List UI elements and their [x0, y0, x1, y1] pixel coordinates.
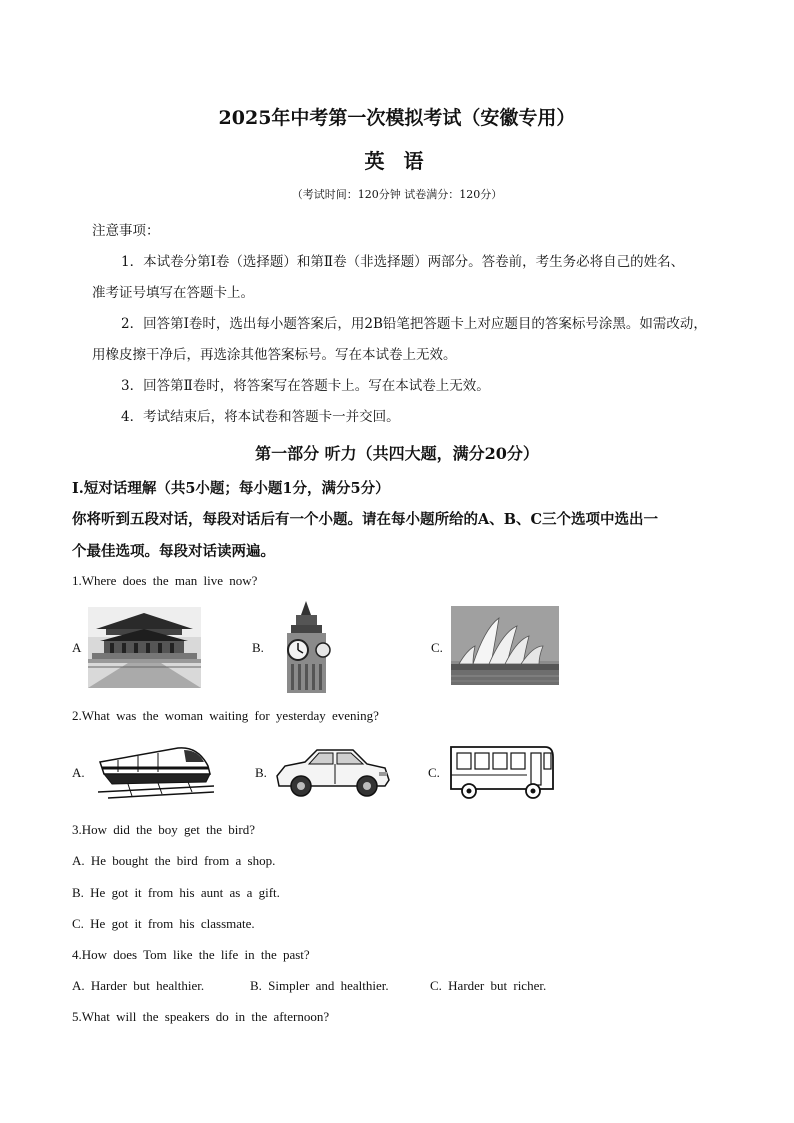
exam-title: 2025年中考第一次模拟考试（安徽专用）: [218, 107, 576, 129]
q1-option-a-label: A: [72, 640, 82, 655]
question-1: 1.Where does the man live now?: [72, 573, 258, 588]
q4-option-a: A. Harder but healthier.: [72, 978, 205, 993]
q4-option-c: C. Harder but richer.: [430, 978, 547, 993]
exam-subject: 英 语: [364, 149, 430, 173]
exam-time-info: （考试时间：120分钟 试卷满分：120分）: [291, 188, 503, 201]
note-item-4: 4．考试结束后，将本试卷和答题卡一并交回。: [121, 409, 400, 425]
car-icon: [271, 744, 392, 799]
sydney-opera-house-icon: [451, 606, 559, 685]
q2-option-a-label: A.: [72, 765, 85, 780]
bus-icon: [447, 743, 557, 801]
note-item-3: 3．回答第Ⅱ卷时，将答案写在答题卡上。写在本试卷上无效。: [121, 378, 490, 394]
question-5: 5.What will the speakers do in the afternoon?: [72, 1009, 330, 1024]
part-one-heading: 第一部分 听力（共四大题，满分20分）: [255, 444, 539, 463]
notes-label: 注意事项：: [92, 223, 160, 239]
question-2: 2.What was the woman waiting for yesterday evening?: [72, 708, 379, 723]
note-item-1-line-1: 1．本试卷分第Ⅰ卷（选择题）和第Ⅱ卷（非选择题）两部分。答卷前，考生务必将自己的姓名、: [121, 254, 685, 270]
q3-option-c: C. He got it from his classmate.: [72, 916, 255, 931]
question-4: 4.How does Tom like the life in the past?: [72, 947, 310, 962]
q3-option-b: B. He got it from his aunt as a gift.: [72, 885, 280, 900]
train-icon: [98, 740, 214, 800]
note-item-2-line-1: 2．回答第Ⅰ卷时，选出每小题答案后，用2B铅笔把答题卡上对应题目的答案标号涂黑。如需改动，: [121, 316, 707, 332]
instruction-line-2: 个最佳选项。每段对话读两遍。: [72, 543, 275, 560]
q3-option-a: A. He bought the bird from a shop.: [72, 853, 276, 868]
q2-option-c-label: C.: [428, 765, 440, 780]
note-item-1-line-2: 准考证号填写在答题卡上。: [92, 285, 254, 301]
question-3: 3.How did the boy get the bird?: [72, 822, 255, 837]
section-one-title: Ⅰ.短对话理解（共5小题；每小题1分，满分5分）: [72, 480, 390, 497]
q2-option-b-label: B.: [255, 765, 267, 780]
instruction-line-1: 你将听到五段对话，每段对话后有一个小题。请在每小题所给的A、B、C三个选项中选出一: [72, 511, 659, 528]
q4-option-b: B. Simpler and healthier.: [250, 978, 389, 993]
q1-option-c-label: C.: [431, 640, 443, 655]
forbidden-city-icon: [88, 607, 201, 688]
note-item-2-line-2: 用橡皮擦干净后，再选涂其他答案标号。写在本试卷上无效。: [92, 347, 457, 363]
big-ben-icon: [277, 601, 336, 693]
q1-option-b-label: B.: [252, 640, 264, 655]
